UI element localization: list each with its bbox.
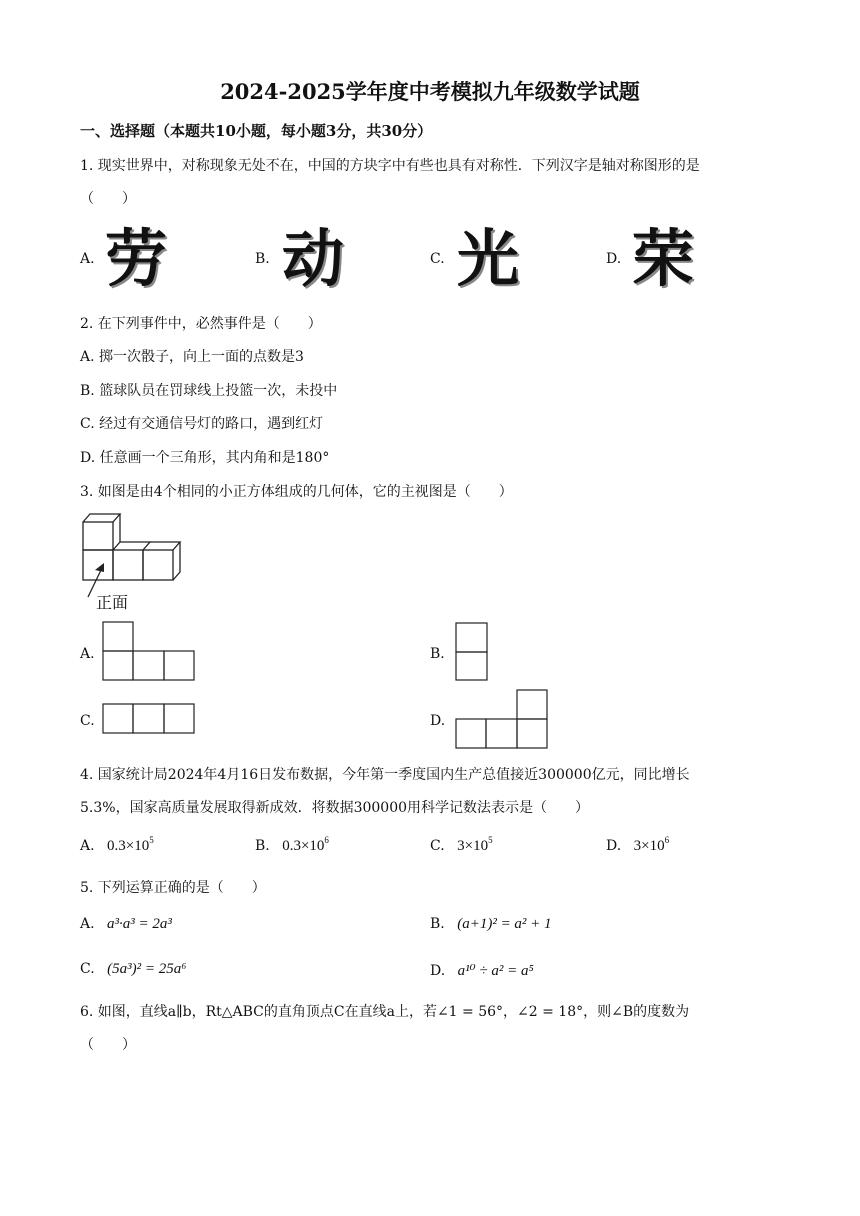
q5-stem: 5. 下列运算正确的是（ ） [80,880,266,896]
q1-stem: 1. 现实世界中，对称现象无处不在，中国的方块字中有些也具有对称性．下列汉字是轴对称图形的是 [80,158,700,174]
q4-option-b-base: 0.3×10 [282,838,325,854]
q5-option-d-expr: a¹⁰ ÷ a² = a⁵ [457,963,534,979]
q1-option-a-label: A. [80,251,95,267]
q4-stem-line2: 5.3%，国家高质量发展取得新成效．将数据300000用科学记数法表示是（ ） [80,800,590,816]
q1-option-b-label: B. [255,251,270,267]
q5-option-a-expr: a³·a³ = 2a³ [107,916,172,932]
q4-option-d [606,835,670,855]
q4-option-a-label: A. [80,838,95,854]
q5-option-b [430,916,552,933]
q3-option-d-label: D. [430,713,446,729]
q5-option-b-label: B. [430,916,445,932]
q4-option-b-label: B. [255,838,270,854]
q2-option-d: D. 任意画一个三角形，其内角和是180° [80,450,330,466]
q1-option-d-label: D. [606,251,622,267]
q5-option-c [80,961,186,978]
section-heading: 一、选择题（本题共10小题，每小题3分，共30分） [80,122,433,140]
q1-option-c-label: C. [430,251,445,267]
q5-option-a [80,916,172,933]
q4-option-a [80,835,154,855]
q3-stem: 3. 如图是由4个相同的小正方体组成的几何体，它的主视图是（ ） [80,484,513,500]
q4-option-c-label: C. [430,838,445,854]
q4-option-c-exp: 5 [488,835,493,845]
q4-option-a-exp: 5 [149,835,154,845]
q5-option-d [430,961,534,980]
q5-option-c-expr: (5a³)² = 25a⁶ [107,961,187,977]
q3-option-a-label: A. [80,646,95,662]
q2-option-c: C. 经过有交通信号灯的路口，遇到红灯 [80,416,324,432]
q4-option-a-base: 0.3×10 [107,838,150,854]
q4-option-d-base: 3×10 [633,838,665,854]
q2-option-b: B. 篮球队员在罚球线上投篮一次，未投中 [80,383,338,399]
q4-stem-line1: 4. 国家统计局2024年4月16日发布数据，今年第一季度国内生产总值接近300000亿元，同比增长 [80,767,690,783]
q5-option-d-label: D. [430,963,446,979]
q6-stem: 6. 如图，直线a∥b，Rt△ABC的直角顶点C在直线a上，若∠1 = 56°，∠2 = 18°，则∠B的度数为 [80,1004,690,1020]
q1-option-a-char: 劳 [105,222,168,295]
q3-option-d-figure [455,689,549,749]
q1-paren: （ ） [80,191,136,207]
q3-option-c-label: C. [80,713,95,729]
q1-option-d-char: 荣 [632,222,695,295]
q4-option-c-base: 3×10 [457,838,489,854]
q3-option-b-label: B. [430,646,445,662]
q3-option-a-figure [102,621,196,681]
q5-option-b-expr: (a+1)² = a² + 1 [457,916,552,932]
page-title: 2024-2025学年度中考模拟九年级数学试题 [220,79,640,104]
front-view-label: 正面 [96,593,129,612]
q2-option-a: A. 掷一次骰子，向上一面的点数是3 [80,349,304,365]
q4-option-d-exp: 6 [664,835,670,845]
q4-option-c [430,835,493,855]
q6-paren: （ ） [80,1037,136,1053]
q5-option-a-label: A. [80,916,95,932]
q1-option-b-char: 动 [282,222,345,295]
q5-option-c-label: C. [80,961,95,977]
q2-stem: 2. 在下列事件中，必然事件是（ ） [80,316,322,332]
q3-option-c-figure [102,703,196,735]
q4-option-d-label: D. [606,838,622,854]
q1-option-c-char: 光 [457,222,520,295]
q4-option-b [255,835,329,855]
q4-option-b-exp: 6 [324,835,329,845]
q3-option-b-figure [455,622,489,682]
